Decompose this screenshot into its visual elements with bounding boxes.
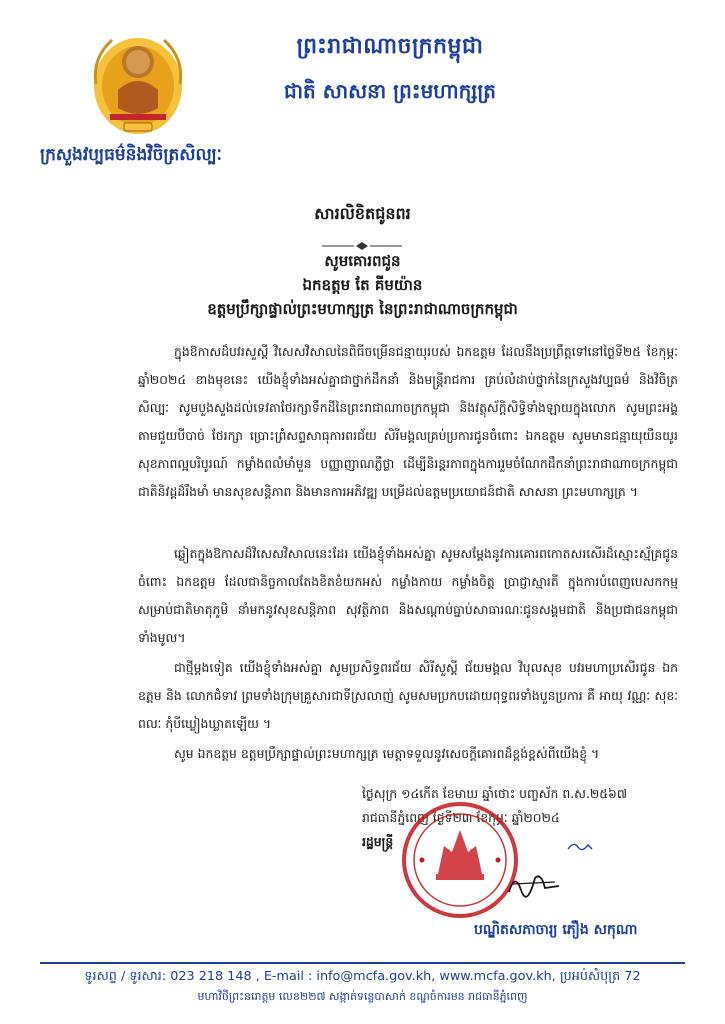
national-motto: ជាតិ សាសនា ព្រះមហាក្សត្រ — [284, 79, 496, 103]
recipient-salutation: សូមគោរពជូន — [324, 252, 401, 270]
kingdom-title: ព្រះរាជាណាចក្រកម្ពុជា — [296, 34, 484, 59]
official-seal-stamp — [400, 800, 520, 920]
lunar-date: ថ្ងៃសុក្រ ១៤កើត ខែមាឃ ឆ្នាំថោះ បញ្ចស័ក ព.ស.២៥៦៧ — [362, 786, 627, 801]
paragraph-2: ឆ្លៀតក្នុងឱកាសដ៏វិសេសវិសាលនេះដែរ យើងខ្ញុំទាំងអស់គ្នា សូមសម្តែងនូវការគោរពកោតសរសើរដ៏ស្មោះស្ម័គ្រជូនចំពោះ ឯកឧត្តម ដែលជានិច្ចកាលតែងខិតខំយកអស់ កម្លាំងកាយ កម្លាំងចិត្ត ប្រាជ្ញាស្មារតី ក្នុងការបំពេញបេសកកម្មសម្រាប់ជាតិមាតុភូមិ នាំមកនូវសុខសន្តិភាព សុវត្ថិភាព និងសណ្តាប់ធ្នាប់សាធារណៈជូនសង្គមជាតិ និងប្រជាជនកម្ពុជាទាំងមូល។ — [138, 546, 678, 645]
handwritten-signature — [505, 868, 565, 898]
recipient-title: ឧត្តមប្រឹក្សាផ្ទាល់ព្រះមហាក្សត្រ នៃព្រះរាជាណាចក្រកម្ពុជា — [207, 300, 518, 318]
footer-divider — [40, 962, 685, 964]
ministry-emblem-logo — [88, 28, 188, 138]
footer-address: មហាវិថីព្រះនរោត្តម លេខ២២៧ សង្កាត់ទន្លេបាសាក់ ខណ្ឌចំការមន រាជធានីភ្នំពេញ — [197, 990, 528, 1003]
paragraph-3: ជាថ្មីម្តងទៀត យើងខ្ញុំទាំងអស់គ្នា សូមប្រសិទ្ធពរជ័យ សិរីសួស្តី ជ័យមង្គល វិបុលសុខ បវរមហាប្រសើរជូន ឯកឧត្តម និង លោកជំទាវ ព្រមទាំងក្រុមគ្រួសារជាទីស្រលាញ់ សូមសមប្រកបដោយពុទ្ធពរទាំងបួនប្រការ គឺ អាយុ វណ្ណៈ សុខៈ ពលៈ កុំបីឃ្លៀងឃ្លាតឡើយ ។ — [138, 660, 678, 731]
document-title: សារលិខិតជូនពរ — [314, 204, 411, 223]
solar-date: រាជធានីភ្នំពេញ ថ្ងៃទី២៣ ខែកុម្ភៈ ឆ្នាំ២០២៤ — [362, 810, 560, 825]
recipient-name: ឯកឧត្តម តែ គីមយ៉ាន — [302, 276, 423, 294]
paragraph-1: ក្នុងឱកាសដ៏បវរសួស្តី វិសេសវិសាលនៃពិធីចម្រើនជន្មាយុរបស់ ឯកឧត្តម ដែលនឹងប្រព្រឹត្តទៅនៅថ្ងៃទី២៥ ខែកុម្ភៈ ឆ្នាំ២០២៤ ខាងមុខនេះ យើងខ្ញុំទាំងអស់គ្នាជាថ្នាក់ដឹកនាំ និងមន្ត្រីរាជការ គ្រប់លំដាប់ថ្នាក់នៃក្រសួងវប្បធម៌ និងវិចិត្រសិល្បៈ សូមបួងសួងដល់ទេវតាថែរក្សាទឹកដីនៃព្រះរាជាណាចក្រកម្ពុជា និងវត្ថុស័ក្តិសិទ្ធិទាំងឡាយក្នុងលោក សូមព្រះអង្គតាមជួយបីបាច់ ថែរក្សា ប្រោះព្រំសព្ទសាធុការពរជ័យ សិរីមង្គលគ្រប់ប្រការជូនចំពោះ ឯកឧត្តម សូមមានជន្មាយុយឺនយូរ សុខភាពល្អបរិបូរណ៍ កម្លាំងពលំមាំមួន បញ្ញាញាណភ្លឺថ្លា ដើម្បីនិរន្តរភាពក្នុងការរួមចំណែកដឹកនាំព្រះរាជាណាចក្រកម្ពុជា ជាតិនិវដ្តដ៏រឹងមាំ មានសុខសន្តិភាព និងមានការអភិវឌ្ឍ បម្រើដល់ឧត្តមប្រយោជន៍ជាតិ សាសនា ព្រះមហាក្សត្រ ។ — [138, 344, 678, 499]
paragraph-4: សូម ឯកឧត្តម ឧត្តមប្រឹក្សាផ្ទាល់ព្រះមហាក្សត្រ មេត្តាទទួលនូវសេចក្តីគោរពដ៏ខ្ពង់ខ្ពស់ពីយើងខ្ញុំ ។ — [174, 746, 600, 761]
title-ornament-divider — [322, 236, 402, 246]
footer-contact: ទូរសព្ទ / ទូរសារ: 023 218 148 , E-mail : info@mcfa.gov.kh, www.mcfa.gov.kh, ប្រអប់សំបុត្រ 72 — [84, 969, 641, 984]
initial-mark-icon — [566, 838, 594, 852]
signer-name: បណ្ឌិតសភាចារ្យ ភឿង សកុណា — [474, 922, 638, 938]
ministry-name: ក្រសួងវប្បធម៌និងវិចិត្រសិល្បៈ — [40, 145, 222, 165]
signer-position: រដ្ឋមន្ត្រី — [362, 834, 394, 849]
